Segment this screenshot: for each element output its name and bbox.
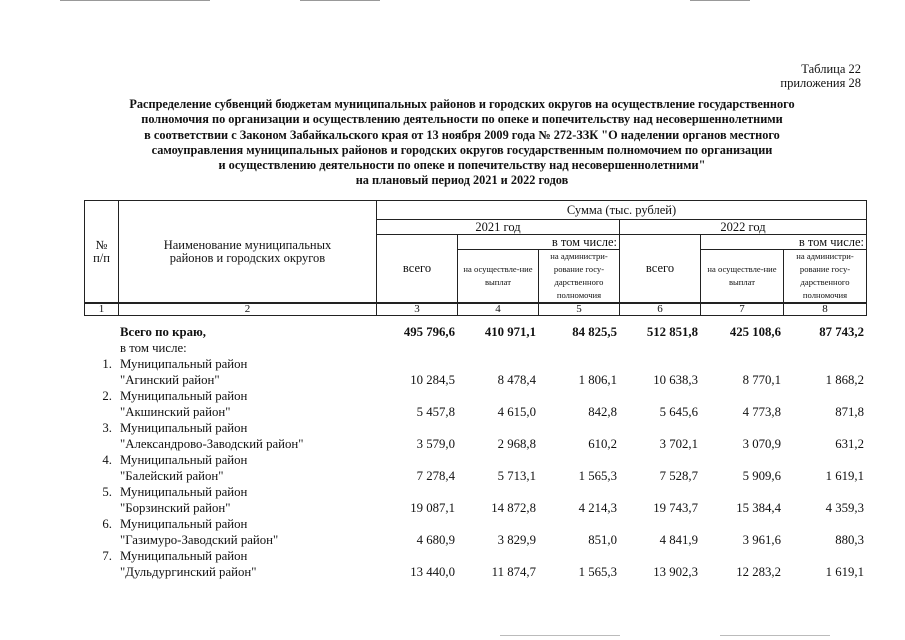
table-row <box>84 564 866 580</box>
title-line: на плановый период 2021 и 2022 годов <box>355 173 569 188</box>
district-name-line1: Муниципальный район <box>120 485 248 499</box>
scan-edge-top <box>690 0 750 1</box>
cell-value: 1 619,1 <box>825 565 864 579</box>
district-name-line2: "Акшинский район" <box>120 405 231 419</box>
cell-value: 1 565,3 <box>578 469 617 483</box>
cell-value: 13 902,3 <box>653 565 698 579</box>
row-number: 6. <box>102 517 112 531</box>
cell-value: 8 478,4 <box>497 373 536 387</box>
table-row <box>84 388 866 404</box>
cell-value: 842,8 <box>588 405 617 419</box>
cell-value: 5 909,6 <box>742 469 781 483</box>
col-number: 3 <box>377 303 458 316</box>
cell-value: 13 440,0 <box>410 565 455 579</box>
table-row <box>84 500 866 516</box>
col-header-sum: Сумма (тыс. рублей) <box>377 201 867 220</box>
row-number: 2. <box>102 389 112 403</box>
district-name-line2: "Дульдургинский район" <box>120 565 257 579</box>
cell-value: 11 874,7 <box>491 565 536 579</box>
col-header-admin-2022: на администри-рование госу-дарственного полномочия <box>784 250 867 304</box>
col-number: 2 <box>119 303 377 316</box>
cell-value: 631,2 <box>835 437 864 451</box>
cell-value: 4 680,9 <box>416 533 455 547</box>
district-name-line1: Муниципальный район <box>120 549 248 563</box>
cell-value: 12 283,2 <box>736 565 781 579</box>
table-row <box>84 436 866 452</box>
row-number: 1. <box>102 357 112 371</box>
col-header-including-2021: в том числе: <box>458 235 620 250</box>
district-name-line1: Муниципальный район <box>120 357 248 371</box>
cell-value: 4 841,9 <box>659 533 698 547</box>
col-header-year-2022: 2022 год <box>620 220 867 235</box>
cell-value: 1 565,3 <box>578 565 617 579</box>
cell-value: 871,8 <box>835 405 864 419</box>
district-name-line1: Муниципальный район <box>120 453 248 467</box>
cell-value: 880,3 <box>835 533 864 547</box>
table-row <box>84 452 866 468</box>
col-header-payments-2021: на осуществле-ние выплат <box>458 250 539 304</box>
row-number: 4. <box>102 453 112 467</box>
col-number: 4 <box>458 303 539 316</box>
total-value: 87 743,2 <box>819 325 864 339</box>
table-row <box>84 404 866 420</box>
appendix-number: приложения 28 <box>780 76 861 90</box>
cell-value: 851,0 <box>588 533 617 547</box>
title-line: самоуправления муниципальных районов и городских округов государственным полномочием по организации <box>151 142 773 157</box>
cell-value: 3 961,6 <box>742 533 781 547</box>
cell-value: 7 528,7 <box>659 469 698 483</box>
cell-value: 2 968,8 <box>497 437 536 451</box>
cell-value: 19 087,1 <box>410 501 455 515</box>
cell-value: 4 773,8 <box>742 405 781 419</box>
col-header-total-2022: всего <box>620 235 701 304</box>
table-body <box>84 324 866 580</box>
table-row <box>84 468 866 484</box>
cell-value: 1 619,1 <box>825 469 864 483</box>
col-number: 1 <box>85 303 119 316</box>
cell-value: 610,2 <box>588 437 617 451</box>
scan-edge-top <box>60 0 210 1</box>
cell-value: 4 359,3 <box>825 501 864 515</box>
district-name-line2: "Балейский район" <box>120 469 224 483</box>
row-number: 7. <box>102 549 112 563</box>
title-line: Распределение субвенций бюджетам муниципальных районов и городских округов на осуществление государственного <box>129 97 795 111</box>
title-line: полномочия по организации и осуществлению деятельности по опеке и попечительству над несовершеннолетними <box>141 112 783 127</box>
col-header-year-2021: 2021 год <box>377 220 620 235</box>
total-row <box>84 324 866 340</box>
cell-value: 4 615,0 <box>497 405 536 419</box>
cell-value: 19 743,7 <box>653 501 698 515</box>
col-header-including-2022: в том числе: <box>701 235 867 250</box>
title-line: и осуществлению деятельности по опеке и попечительству над несовершеннолетними" <box>218 158 706 173</box>
cell-value: 5 645,6 <box>659 405 698 419</box>
total-value: 495 796,6 <box>403 325 455 339</box>
total-value: 410 971,1 <box>484 325 536 339</box>
col-number: 7 <box>701 303 784 316</box>
col-header-admin-2021: на администри-рование госу-дарственного полномочия <box>539 250 620 304</box>
total-sublabel: в том числе: <box>120 341 187 355</box>
table-row <box>84 420 866 436</box>
district-name-line1: Муниципальный район <box>120 421 248 435</box>
cell-value: 14 872,8 <box>491 501 536 515</box>
table-row <box>84 356 866 372</box>
scan-edge-bottom <box>720 635 830 636</box>
cell-value: 15 384,4 <box>736 501 781 515</box>
col-header-number: № п/п <box>85 201 119 304</box>
document-title <box>44 97 880 189</box>
total-value: 84 825,5 <box>572 325 617 339</box>
col-header-total-2021: всего <box>377 235 458 304</box>
cell-value: 10 284,5 <box>410 373 455 387</box>
col-header-payments-2022: на осуществле-ние выплат <box>701 250 784 304</box>
table-number: Таблица 22 <box>801 62 861 76</box>
table-reference-note <box>780 62 861 90</box>
district-rows <box>84 356 866 580</box>
total-value: 425 108,6 <box>729 325 781 339</box>
title-line: в соответствии с Законом Забайкальского края от 13 ноября 2009 года № 272-ЗЗК "О наделении органов местного <box>144 127 780 142</box>
cell-value: 4 214,3 <box>578 501 617 515</box>
row-number: 3. <box>102 421 112 435</box>
district-name-line2: "Агинский район" <box>120 373 220 387</box>
row-number: 5. <box>102 485 112 499</box>
district-name-line2: "Борзинский район" <box>120 501 231 515</box>
district-name-line1: Муниципальный район <box>120 389 248 403</box>
cell-value: 1 868,2 <box>825 373 864 387</box>
scan-edge-bottom <box>500 635 620 636</box>
table-header <box>84 200 867 316</box>
col-header-name: Наименование муниципальных районов и городских округов <box>119 201 377 304</box>
district-name-line2: "Александрово-Заводский район" <box>120 437 304 451</box>
table-row <box>84 516 866 532</box>
table-row <box>84 372 866 388</box>
total-value: 512 851,8 <box>646 325 698 339</box>
cell-value: 3 579,0 <box>416 437 455 451</box>
col-number: 5 <box>539 303 620 316</box>
table-row <box>84 532 866 548</box>
cell-value: 1 806,1 <box>578 373 617 387</box>
cell-value: 5 457,8 <box>416 405 455 419</box>
cell-value: 3 070,9 <box>742 437 781 451</box>
cell-value: 3 829,9 <box>497 533 536 547</box>
cell-value: 8 770,1 <box>742 373 781 387</box>
district-name-line1: Муниципальный район <box>120 517 248 531</box>
col-number: 6 <box>620 303 701 316</box>
table-row <box>84 548 866 564</box>
district-name-line2: "Газимуро-Заводский район" <box>120 533 279 547</box>
cell-value: 5 713,1 <box>497 469 536 483</box>
col-number: 8 <box>784 303 867 316</box>
total-label: Всего по краю, <box>120 325 206 339</box>
scan-edge-top <box>300 0 380 1</box>
total-sublabel-row <box>84 340 866 356</box>
cell-value: 7 278,4 <box>416 469 455 483</box>
table-row <box>84 484 866 500</box>
cell-value: 3 702,1 <box>659 437 698 451</box>
cell-value: 10 638,3 <box>653 373 698 387</box>
